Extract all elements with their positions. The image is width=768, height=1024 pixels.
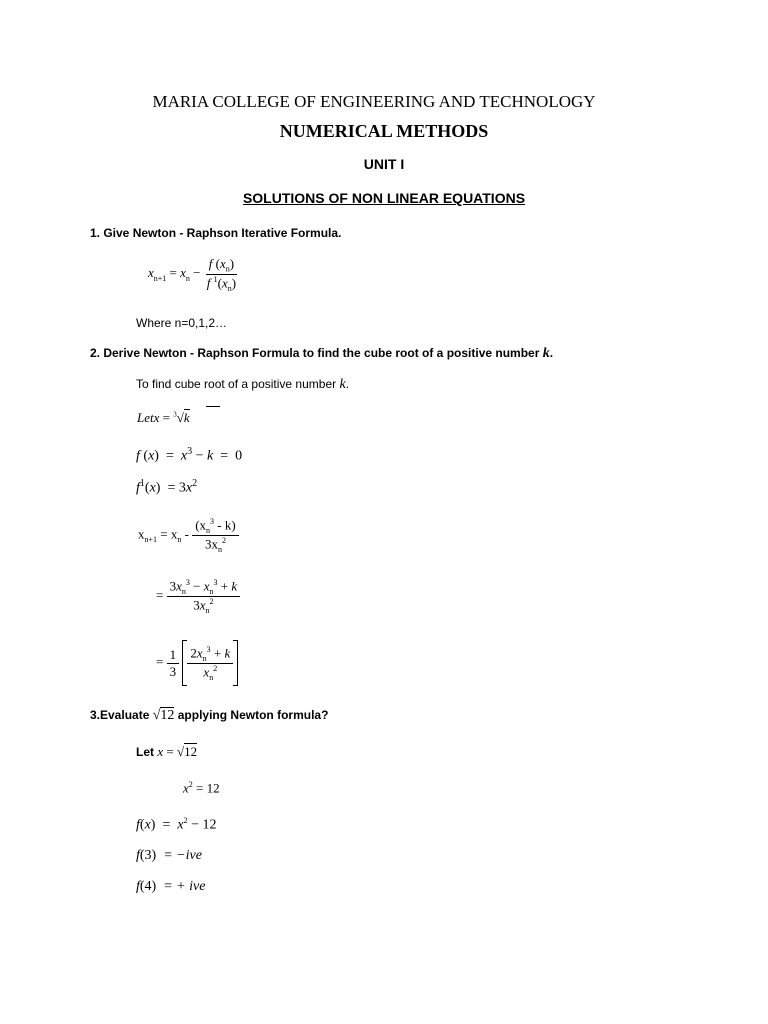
cube-root-intro-var: k: [339, 377, 346, 392]
sqrt-12: √12: [152, 708, 175, 723]
question-1: 1. Give Newton - Raphson Iterative Formula.: [90, 226, 342, 240]
question-3-prefix: 3.Evaluate: [90, 708, 150, 722]
where-n-note: Where n=0,1,2…: [136, 316, 228, 330]
newton-raphson-formula: $x_{n+1} = x_n$ − $\frac{f (x_n)}{f ^1(x_n)}$: [148, 256, 237, 293]
f-4-positive: f(4) = + ive: [136, 879, 206, 894]
question-3-suffix: applying Newton formula?: [177, 708, 329, 722]
college-name: MARIA COLLEGE OF ENGINEERING AND TECHNOLOGY: [152, 92, 596, 111]
x-squared-equals-12: $x^2 = 12$: [183, 780, 220, 796]
question-2: 2. Derive Newton - Raphson Formula to find the cube root of a positive number k.: [90, 346, 554, 361]
cube-root-intro: To find cube root of a positive number k.: [136, 377, 350, 392]
overline-mark: [206, 406, 220, 407]
subject-title: NUMERICAL METHODS: [279, 121, 489, 141]
topic-heading: SOLUTIONS OF NON LINEAR EQUATIONS: [242, 190, 526, 206]
unit-heading: UNIT I: [363, 156, 405, 172]
let-x-sqrt-12: Let x = √12: [136, 744, 198, 759]
cube-root-intro-text: To find cube root of a positive number: [136, 377, 337, 391]
f-3-negative: f(3) = −ive: [136, 848, 202, 863]
f-3-value: = −ive: [163, 848, 202, 863]
let-label: Let: [136, 745, 154, 759]
let-x-cube-root-k: Letx = $^3$√k: [137, 410, 190, 425]
question-2-var: k: [542, 346, 550, 361]
f-x-squared-minus-12: $f(x) = x^2 - 12$: [136, 816, 217, 833]
question-3: [90, 708, 328, 724]
f-x-equation: f $(x) = x^3 - k = 0$: [136, 446, 243, 464]
question-2-text: 2. Derive Newton - Raphson Formula to find the cube root of a positive number: [90, 346, 540, 360]
f-4-value: = + ive: [163, 879, 206, 894]
cube-root-iteration-2: = $\frac{3x_n^3 - x_n^3 + k}{3x_n^2}$: [156, 578, 240, 615]
f-prime-x-equation: $f^1(x) = 3x^2$: [136, 478, 198, 496]
cube-root-iteration-1: $x_{n+1} = x_n$ - $\frac{(x_n^3 - k)}{3x_n^2}$: [138, 517, 239, 554]
cube-root-iteration-3: = $\frac{1}{3}$ $\frac{2x_n^3 + k}{x_n^2}$: [156, 640, 238, 686]
